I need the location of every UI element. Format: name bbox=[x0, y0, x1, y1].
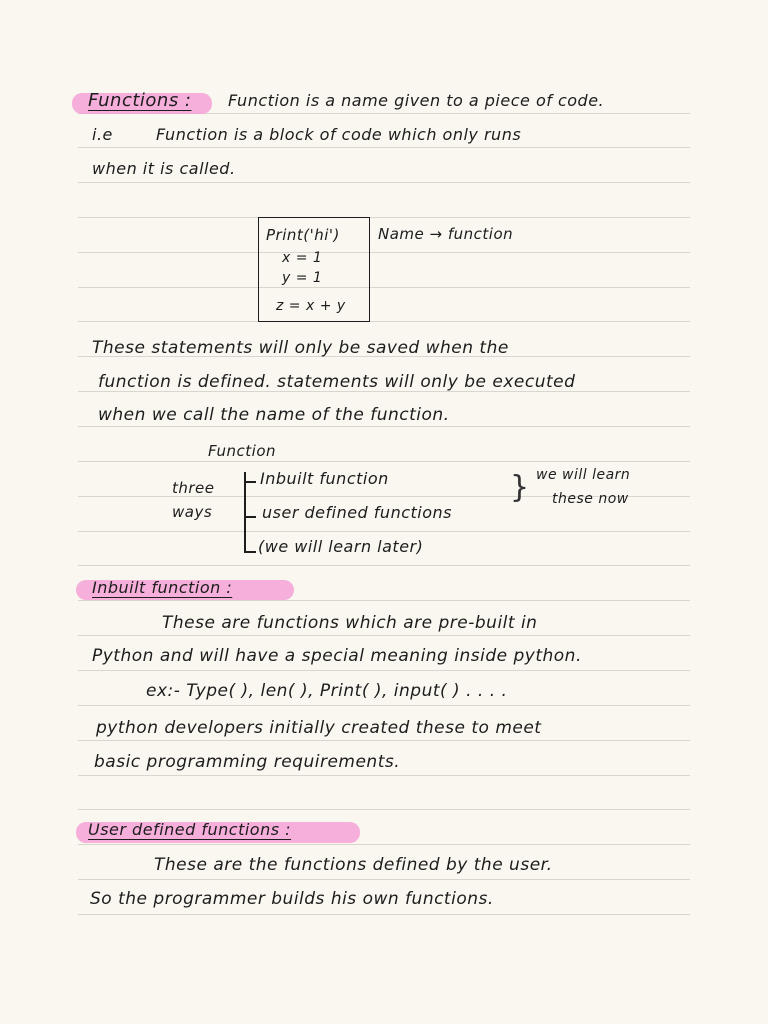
tree-note-line2: these now bbox=[552, 491, 629, 507]
functions-definition-line1: Function is a name given to a piece of code. bbox=[228, 91, 605, 110]
tree-branch-user-defined: user defined functions bbox=[262, 503, 452, 522]
user-defined-line2: So the programmer builds his own functions. bbox=[90, 889, 494, 909]
ruled-line bbox=[78, 321, 690, 322]
tree-bracket bbox=[244, 472, 246, 552]
tree-note-line1: we will learn bbox=[536, 467, 631, 483]
inbuilt-line1: These are functions which are pre-built in bbox=[162, 613, 538, 633]
tree-branch-tick bbox=[244, 551, 256, 553]
ruled-line bbox=[78, 426, 690, 427]
ruled-line bbox=[78, 147, 690, 148]
inbuilt-heading: Inbuilt function : bbox=[92, 578, 233, 597]
code-line-y: y = 1 bbox=[282, 270, 323, 286]
statements-line1: These statements will only be saved when the bbox=[92, 338, 509, 358]
ruled-line bbox=[78, 809, 690, 810]
name-function-annotation: Name → function bbox=[378, 225, 514, 243]
functions-definition-line3: when it is called. bbox=[92, 159, 236, 178]
ruled-line bbox=[78, 182, 690, 183]
ruled-line bbox=[78, 844, 690, 845]
ie-prefix: i.e bbox=[92, 125, 113, 144]
ruled-line bbox=[78, 600, 690, 601]
inbuilt-line5: basic programming requirements. bbox=[94, 752, 401, 772]
tree-branch-tick bbox=[244, 481, 256, 483]
code-line-x: x = 1 bbox=[282, 250, 323, 266]
inbuilt-examples: ex:- Type( ), len( ), Print( ), input( ) . . . . bbox=[146, 681, 508, 701]
inbuilt-line2: Python and will have a special meaning inside python. bbox=[92, 646, 582, 666]
ruled-line bbox=[78, 287, 690, 288]
tree-left-label-three: three bbox=[172, 479, 215, 497]
statements-line3: when we call the name of the function. bbox=[98, 405, 450, 425]
tree-title: Function bbox=[208, 442, 277, 460]
tree-branch-tick bbox=[244, 516, 256, 518]
ruled-line bbox=[78, 705, 690, 706]
ruled-line bbox=[78, 879, 690, 880]
ruled-line bbox=[78, 635, 690, 636]
ruled-line bbox=[78, 565, 690, 566]
ruled-line bbox=[78, 670, 690, 671]
statements-line2: function is defined. statements will only be executed bbox=[98, 372, 576, 392]
ruled-line bbox=[78, 914, 690, 915]
code-line-z: z = x + y bbox=[276, 298, 346, 314]
code-line-print: Print('hi') bbox=[266, 226, 340, 244]
ruled-line bbox=[78, 531, 690, 532]
ruled-line bbox=[78, 775, 690, 776]
curly-brace: } bbox=[510, 470, 530, 505]
ruled-line bbox=[78, 740, 690, 741]
functions-definition-line2: Function is a block of code which only runs bbox=[156, 125, 522, 144]
ruled-line bbox=[78, 252, 690, 253]
ruled-line bbox=[78, 461, 690, 462]
user-defined-heading: User defined functions : bbox=[88, 820, 292, 839]
ruled-line bbox=[78, 217, 690, 218]
tree-branch-later: (we will learn later) bbox=[258, 537, 424, 556]
user-defined-line1: These are the functions defined by the user. bbox=[154, 855, 553, 875]
tree-branch-inbuilt: Inbuilt function bbox=[260, 469, 389, 488]
inbuilt-line4: python developers initially created these to meet bbox=[96, 718, 542, 738]
tree-left-label-ways: ways bbox=[172, 503, 213, 521]
functions-heading: Functions : bbox=[88, 90, 192, 111]
